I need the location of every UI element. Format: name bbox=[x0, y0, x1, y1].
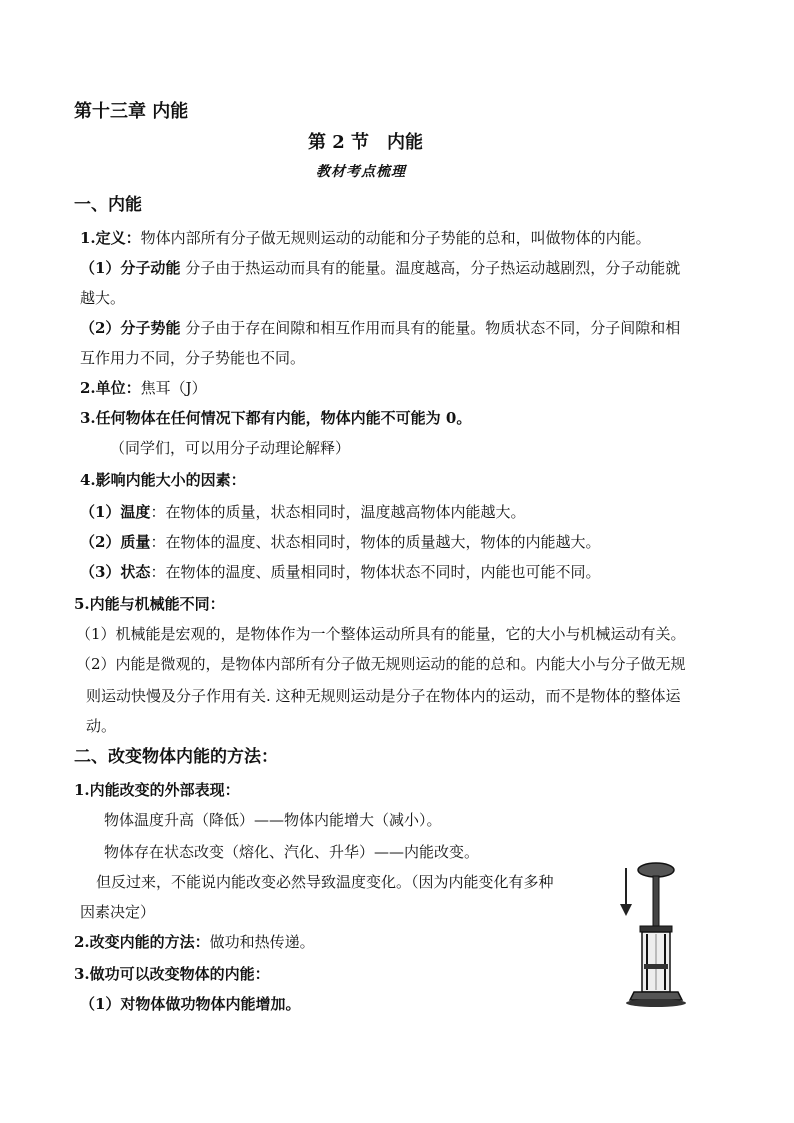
factor-state-text: ：在物体的温度、质量相同时，物体状态不同时，内能也可能不同。 bbox=[150, 563, 601, 581]
difference-2-line-1: （2）内能是微观的，是物体内部所有分子做无规则运动的能的总和。内能大小与分子做无规 bbox=[76, 655, 686, 673]
unit-text: 焦耳（J） bbox=[140, 379, 207, 397]
external-3-line-1: 但反过来，不能说内能改变必然导致温度变化。（因为内能变化有多种 bbox=[96, 873, 554, 891]
subtitle: 教材考点梳理 bbox=[316, 164, 406, 180]
potential-energy-line bbox=[80, 318, 680, 338]
rule-3: 3.任何物体在任何情况下都有内能，物体内能不可能为 0。 bbox=[80, 409, 472, 427]
method-text: 做功和热传递。 bbox=[209, 933, 315, 951]
factor-temperature bbox=[80, 502, 525, 522]
kinetic-energy-text: 分子由于热运动而具有的能量。温度越高，分子热运动越剧烈，分子动能就 bbox=[180, 259, 681, 277]
note-3: （同学们，可以用分子动理论解释） bbox=[110, 439, 351, 457]
factor-temperature-text: ：在物体的质量，状态相同时，温度越高物体内能越大。 bbox=[150, 503, 526, 521]
work-title: 3.做功可以改变物体的内能： bbox=[74, 965, 270, 983]
factors-title: 4.影响内能大小的因素： bbox=[80, 471, 246, 489]
potential-energy-text: 分子由于存在间隙和相互作用而具有的能量。物质状态不同，分子间隙和相 bbox=[180, 319, 681, 337]
difference-title: 5.内能与机械能不同： bbox=[74, 595, 225, 613]
heading-change-methods: 二、改变物体内能的方法： bbox=[74, 747, 278, 767]
factor-mass bbox=[80, 532, 600, 552]
difference-2-line-2: 则运动快慢及分子作用有关. 这种无规则运动是分子在物体内的运动，而不是物体的整体运 bbox=[86, 687, 681, 705]
unit-line bbox=[80, 378, 207, 398]
potential-energy-line-2: 互作用力不同，分子势能也不同。 bbox=[80, 349, 306, 367]
kinetic-energy-line-2: 越大。 bbox=[80, 289, 126, 307]
difference-1: （1）机械能是宏观的，是物体作为一个整体运动所具有的能量，它的大小与机械运动有关。 bbox=[76, 625, 686, 643]
air-compression-piston-icon bbox=[604, 860, 694, 1010]
kinetic-energy-label: （1）分子动能 bbox=[80, 259, 181, 277]
external-3-line-2: 因素决定） bbox=[80, 903, 156, 921]
definition-line bbox=[80, 228, 651, 248]
factor-state bbox=[80, 562, 600, 582]
potential-energy-label: （2）分子势能 bbox=[80, 319, 181, 337]
factor-mass-label: （2）质量 bbox=[80, 533, 151, 551]
section-title: 第 2 节 内能 bbox=[308, 132, 424, 153]
difference-2-line-3: 动。 bbox=[86, 717, 117, 735]
definition-text: 物体内部所有分子做无规则运动的动能和分子势能的总和，叫做物体的内能。 bbox=[140, 229, 651, 247]
factor-mass-text: ：在物体的温度、状态相同时，物体的质量越大，物体的内能越大。 bbox=[150, 533, 601, 551]
heading-internal-energy: 一、内能 bbox=[74, 195, 142, 215]
factor-state-label: （3）状态 bbox=[80, 563, 151, 581]
external-title: 1.内能改变的外部表现： bbox=[74, 781, 240, 799]
chapter-title: 第十三章 内能 bbox=[74, 101, 189, 122]
work-1: （1）对物体做功物体内能增加。 bbox=[80, 995, 301, 1013]
external-1: 物体温度升高（降低）——物体内能增大（减小）。 bbox=[104, 811, 442, 829]
factor-temperature-label: （1）温度 bbox=[80, 503, 151, 521]
kinetic-energy-line bbox=[80, 258, 680, 278]
external-2: 物体存在状态改变（熔化、汽化、升华）——内能改变。 bbox=[104, 843, 480, 861]
method-label: 2.改变内能的方法： bbox=[74, 933, 210, 951]
definition-label: 1.定义： bbox=[80, 229, 141, 247]
unit-label: 2.单位： bbox=[80, 379, 141, 397]
method-line bbox=[74, 932, 315, 952]
